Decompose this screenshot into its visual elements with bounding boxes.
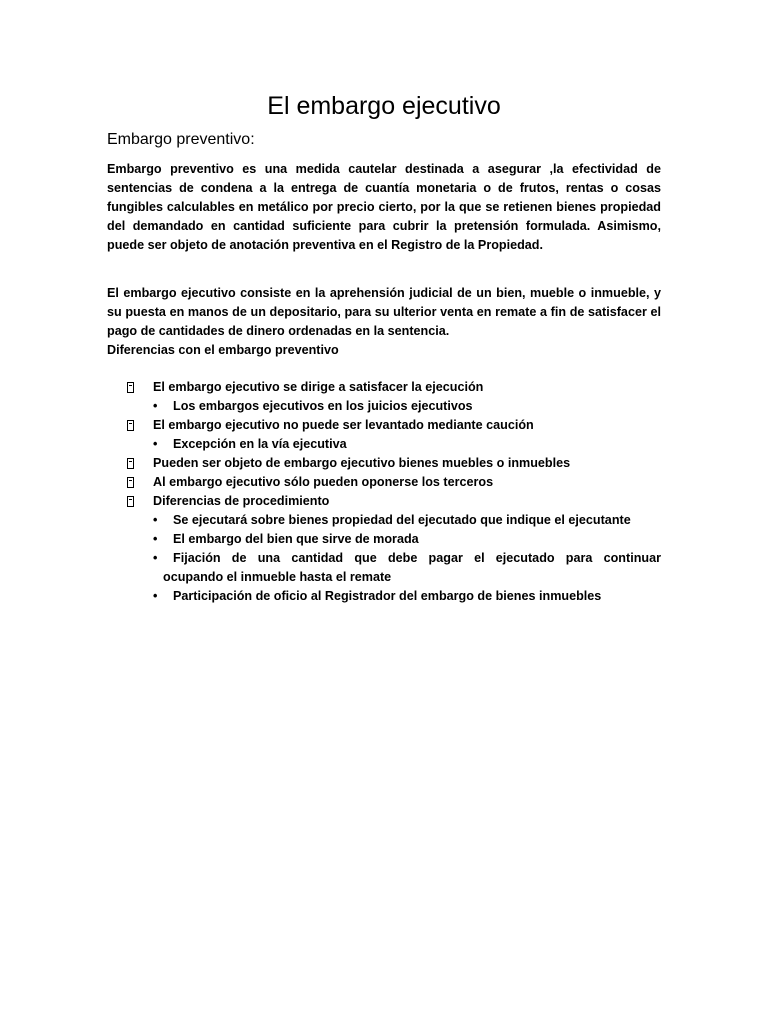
differences-heading: Diferencias con el embargo preventivo xyxy=(107,343,339,357)
missing-glyph-icon xyxy=(127,382,134,393)
sub-list-item-continuation: ocupando el inmueble hasta el remate xyxy=(163,570,392,584)
list-item xyxy=(0,416,768,435)
list-item xyxy=(0,492,768,511)
sub-list-item xyxy=(0,587,768,606)
paragraph-embargo-ejecutivo-block xyxy=(107,284,661,360)
list-item xyxy=(0,473,768,492)
list-item-text: Diferencias de procedimiento xyxy=(153,494,330,508)
sub-list-item-text: El embargo del bien que sirve de morada xyxy=(173,532,419,546)
sub-list-item xyxy=(0,549,768,587)
missing-glyph-icon xyxy=(127,477,134,488)
bullet-icon: • xyxy=(153,532,158,546)
list-item-text: Al embargo ejecutivo sólo pueden oponerse los terceros xyxy=(153,475,494,489)
sub-list-item-text: Fijación de una cantidad que debe pagar el ejecutado para continuar xyxy=(173,551,661,565)
sub-list-item-text: Participación de oficio al Registrador del embargo de bienes inmuebles xyxy=(173,589,602,603)
bullet-icon: • xyxy=(153,589,158,603)
sub-list-item-text: Los embargos ejecutivos en los juicios ejecutivos xyxy=(173,399,473,413)
list-item-text: El embargo ejecutivo no puede ser levantado mediante caución xyxy=(153,418,534,432)
sub-list-item xyxy=(0,530,768,549)
bullet-icon: • xyxy=(153,513,158,527)
sub-list-item xyxy=(0,435,768,454)
missing-glyph-icon xyxy=(127,458,134,469)
paragraph-embargo-ejecutivo: El embargo ejecutivo consiste en la aprehensión judicial de un bien, mueble o inmueble, y su puesta en manos de un depositario, para su ulterior venta en remate a fin de satisfacer el pago de cantidades de dinero ordenadas en la sentencia. xyxy=(107,286,661,338)
sub-list-item-text: Excepción en la vía ejecutiva xyxy=(173,437,347,451)
list-item-text: Pueden ser objeto de embargo ejecutivo bienes muebles o inmuebles xyxy=(153,456,571,470)
missing-glyph-icon xyxy=(127,496,134,507)
differences-list xyxy=(0,378,768,606)
page-title: El embargo ejecutivo xyxy=(267,92,501,120)
list-item-text: El embargo ejecutivo se dirige a satisfacer la ejecución xyxy=(153,380,484,394)
sub-list-item xyxy=(0,397,768,416)
list-item xyxy=(0,378,768,397)
sub-list-item-text: Se ejecutará sobre bienes propiedad del ejecutado que indique el ejecutante xyxy=(173,513,631,527)
bullet-icon: • xyxy=(153,551,158,565)
bullet-icon: • xyxy=(153,399,158,413)
paragraph-embargo-preventivo: Embargo preventivo es una medida cautelar destinada a asegurar ,la efectividad de sentencias de condena a la entrega de cuantía monetaria o de frutos, rentas o cosas fungibles calculables en metálico por precio cierto, por la que se retienen bienes propiedad del demandado en cantidad suficiente para cubrir la pretensión formulada. Asimismo, puede ser objeto de anotación preventiva en el Registro de la Propiedad. xyxy=(107,162,661,252)
list-item xyxy=(0,454,768,473)
section-subtitle: Embargo preventivo: xyxy=(107,131,255,148)
sub-list-item xyxy=(0,511,768,530)
bullet-icon: • xyxy=(153,437,158,451)
missing-glyph-icon xyxy=(127,420,134,431)
